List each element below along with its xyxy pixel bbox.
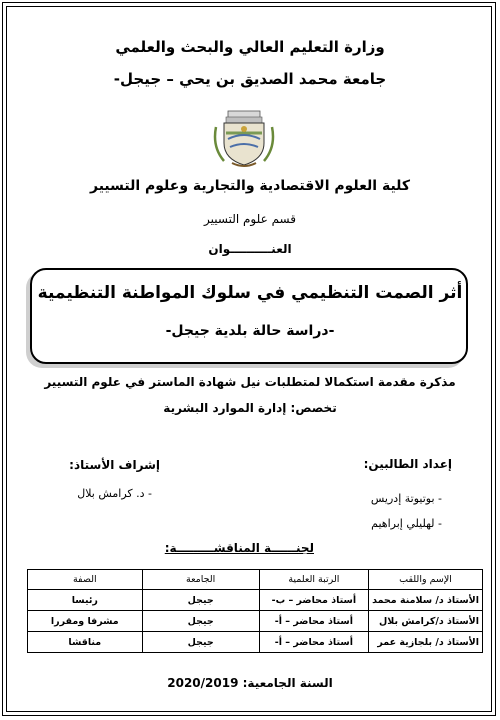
column-header-university: الجامعة xyxy=(142,570,259,590)
university-emblem-icon xyxy=(210,107,278,169)
column-header-rank: الرتبة العلمية xyxy=(259,570,368,590)
student-name-2: - لهليلي إبراهيم xyxy=(371,517,442,530)
memo-statement: مذكرة مقدمة استكمالا لمتطلبات نيل شهادة الماستر في علوم التسيير xyxy=(44,375,456,389)
committee-table xyxy=(27,569,483,653)
cell-university: جيجل xyxy=(142,611,259,632)
cell-name: الأستاذ د/ بلجازية عمر xyxy=(369,632,483,653)
table-row xyxy=(28,632,483,653)
thesis-title: أثر الصمت التنظيمي في سلوك المواطنة التنظيمية xyxy=(37,283,463,303)
thesis-subtitle: -دراسة حالة بلدية جيجل- xyxy=(165,323,335,339)
cell-role: مناقشا xyxy=(28,632,143,653)
supervisor-label: إشراف الأستاذ: xyxy=(69,458,160,472)
table-row xyxy=(28,590,483,611)
column-header-name: الإسم واللقب xyxy=(369,570,483,590)
specialty: تخصص: إدارة الموارد البشرية xyxy=(163,401,337,415)
cell-rank: أستاذ محاضر – أ- xyxy=(259,632,368,653)
students-label: إعداد الطالبين: xyxy=(363,457,452,471)
committee-label: لجنــــــة المناقشـــــــــة: xyxy=(164,541,314,555)
cell-university: جيجل xyxy=(142,632,259,653)
cell-role: مشرفا ومقررا xyxy=(28,611,143,632)
department-name: قسم علوم التسيير xyxy=(204,212,296,226)
list-bullet: - xyxy=(434,517,442,530)
list-bullet: - xyxy=(434,492,442,505)
ministry-name: وزارة التعليم العالي والبحث والعلمي xyxy=(115,38,385,56)
column-header-role: الصفة xyxy=(28,570,143,590)
cell-university: جيجل xyxy=(142,590,259,611)
academic-year: السنة الجامعية: 2020/2019 xyxy=(167,676,333,690)
cell-role: رئيسا xyxy=(28,590,143,611)
title-label: العنــــــــــوان xyxy=(208,242,292,256)
cell-rank: أستاذ محاضر – ب- xyxy=(259,590,368,611)
table-header-row xyxy=(28,570,483,590)
table-row xyxy=(28,611,483,632)
cell-rank: أستاذ محاضر – أ- xyxy=(259,611,368,632)
supervisor-name: - د. كرامش بلال xyxy=(77,487,152,500)
faculty-name: كلية العلوم الاقتصادية والتجارية وعلوم التسيير xyxy=(89,178,411,194)
student-name-1: - بوتيوتة إدريس xyxy=(370,492,442,505)
cell-name: الأستاذ د/ سلامنة محمد xyxy=(369,590,483,611)
university-name: جامعة محمد الصديق بن يحي – جيجل- xyxy=(113,70,387,88)
cell-name: الأستاذ د/كرامش بلال xyxy=(369,611,483,632)
list-bullet: - xyxy=(144,487,152,500)
